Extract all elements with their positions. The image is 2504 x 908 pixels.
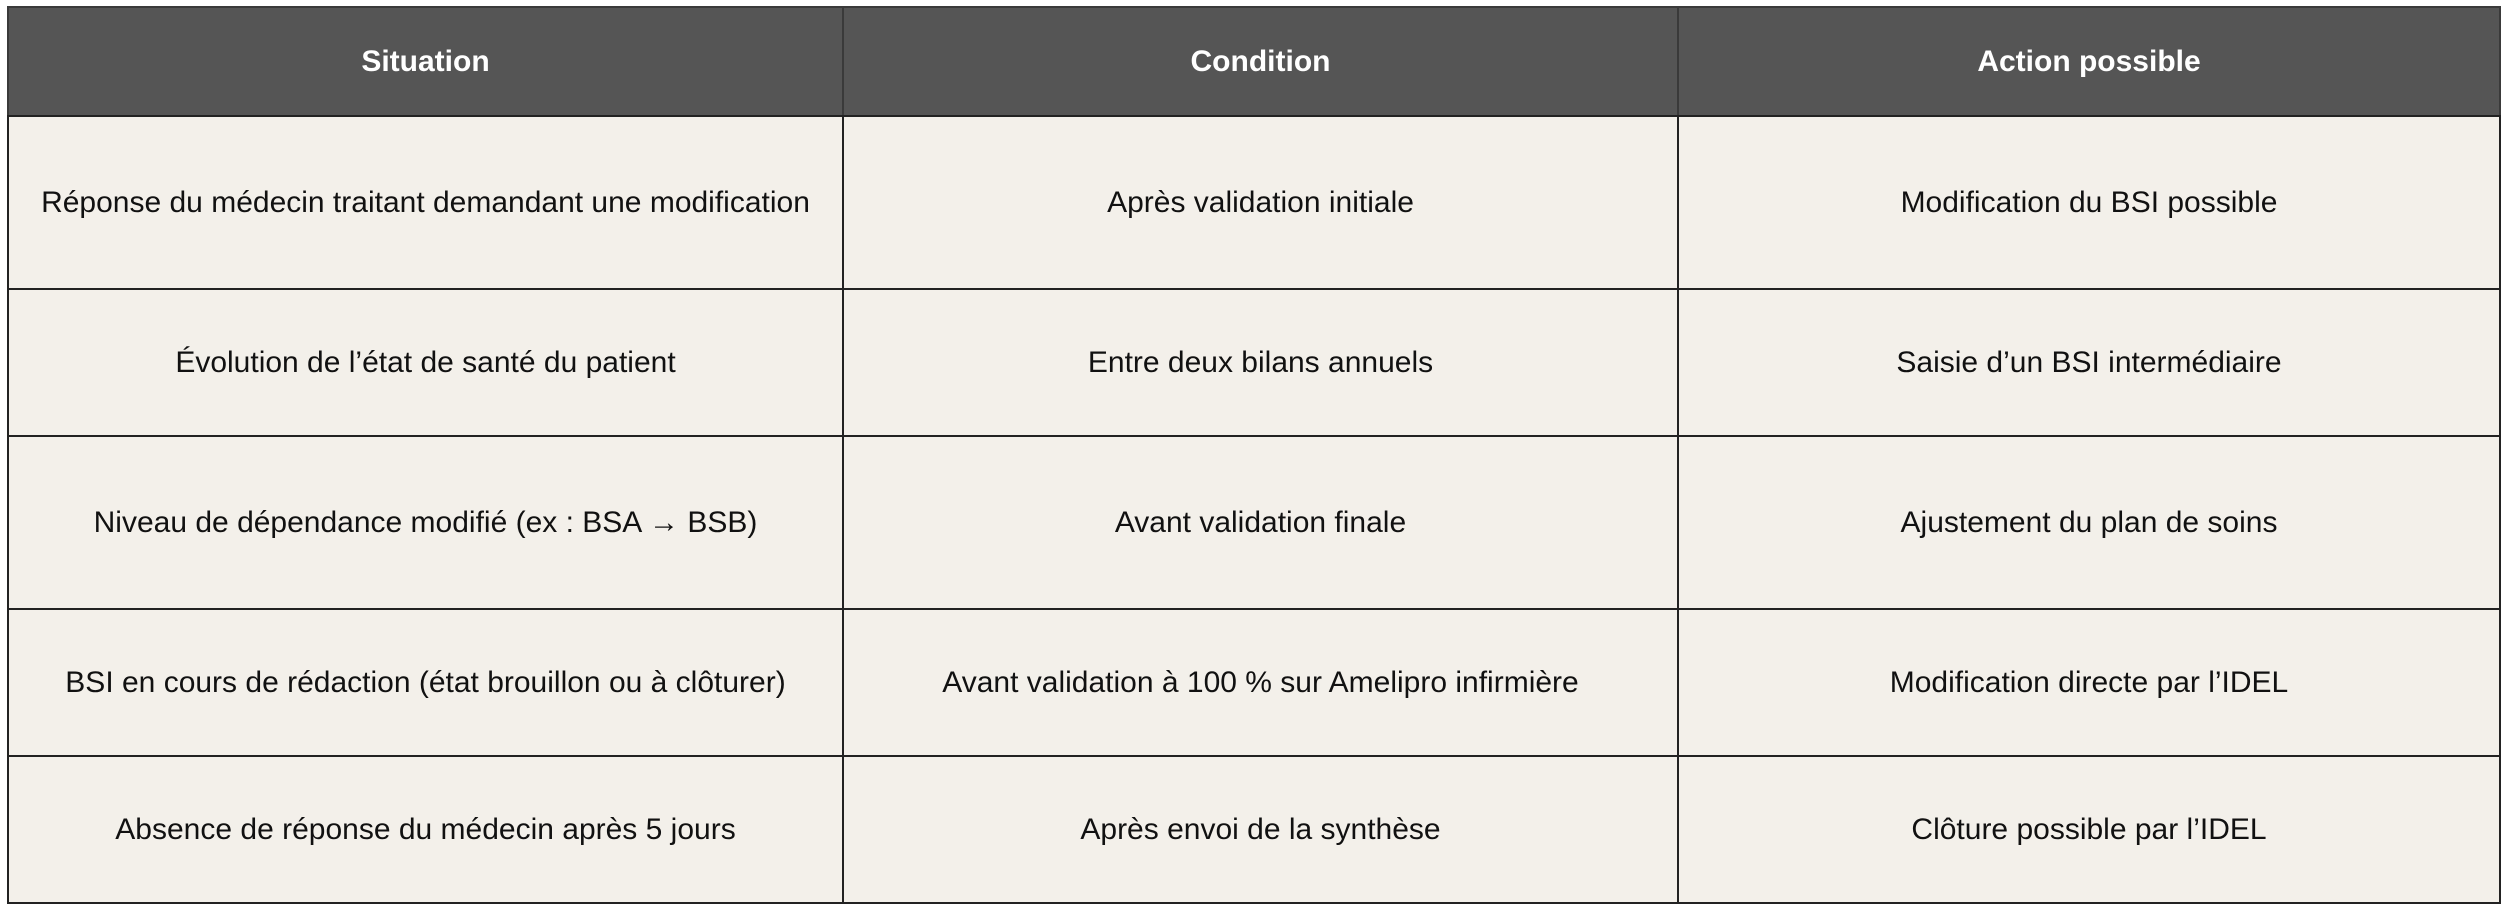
table-row [8,436,2500,609]
table-row [8,116,2500,289]
table-row [8,289,2500,436]
bsi-situations-table [7,6,2501,904]
table-container [7,6,2499,904]
cell-condition: Après validation initiale [843,116,1678,289]
table-row [8,609,2500,756]
cell-action: Ajustement du plan de soins [1678,436,2500,609]
table-row [8,756,2500,903]
cell-condition: Après envoi de la synthèse [843,756,1678,903]
cell-condition: Avant validation finale [843,436,1678,609]
header-action-possible: Action possible [1678,7,2500,116]
cell-action: Modification du BSI possible [1678,116,2500,289]
cell-action: Modification directe par l’IDEL [1678,609,2500,756]
cell-situation: Absence de réponse du médecin après 5 jours [8,756,843,903]
header-condition: Condition [843,7,1678,116]
cell-action: Saisie d’un BSI intermédiaire [1678,289,2500,436]
cell-situation: Réponse du médecin traitant demandant une modification [8,116,843,289]
cell-situation: BSI en cours de rédaction (état brouillon ou à clôturer) [8,609,843,756]
cell-condition: Entre deux bilans annuels [843,289,1678,436]
header-row [8,7,2500,116]
cell-situation: Niveau de dépendance modifié (ex : BSA → BSB) [8,436,843,609]
cell-situation: Évolution de l’état de santé du patient [8,289,843,436]
cell-action: Clôture possible par l’IDEL [1678,756,2500,903]
header-situation: Situation [8,7,843,116]
cell-condition: Avant validation à 100 % sur Amelipro infirmière [843,609,1678,756]
